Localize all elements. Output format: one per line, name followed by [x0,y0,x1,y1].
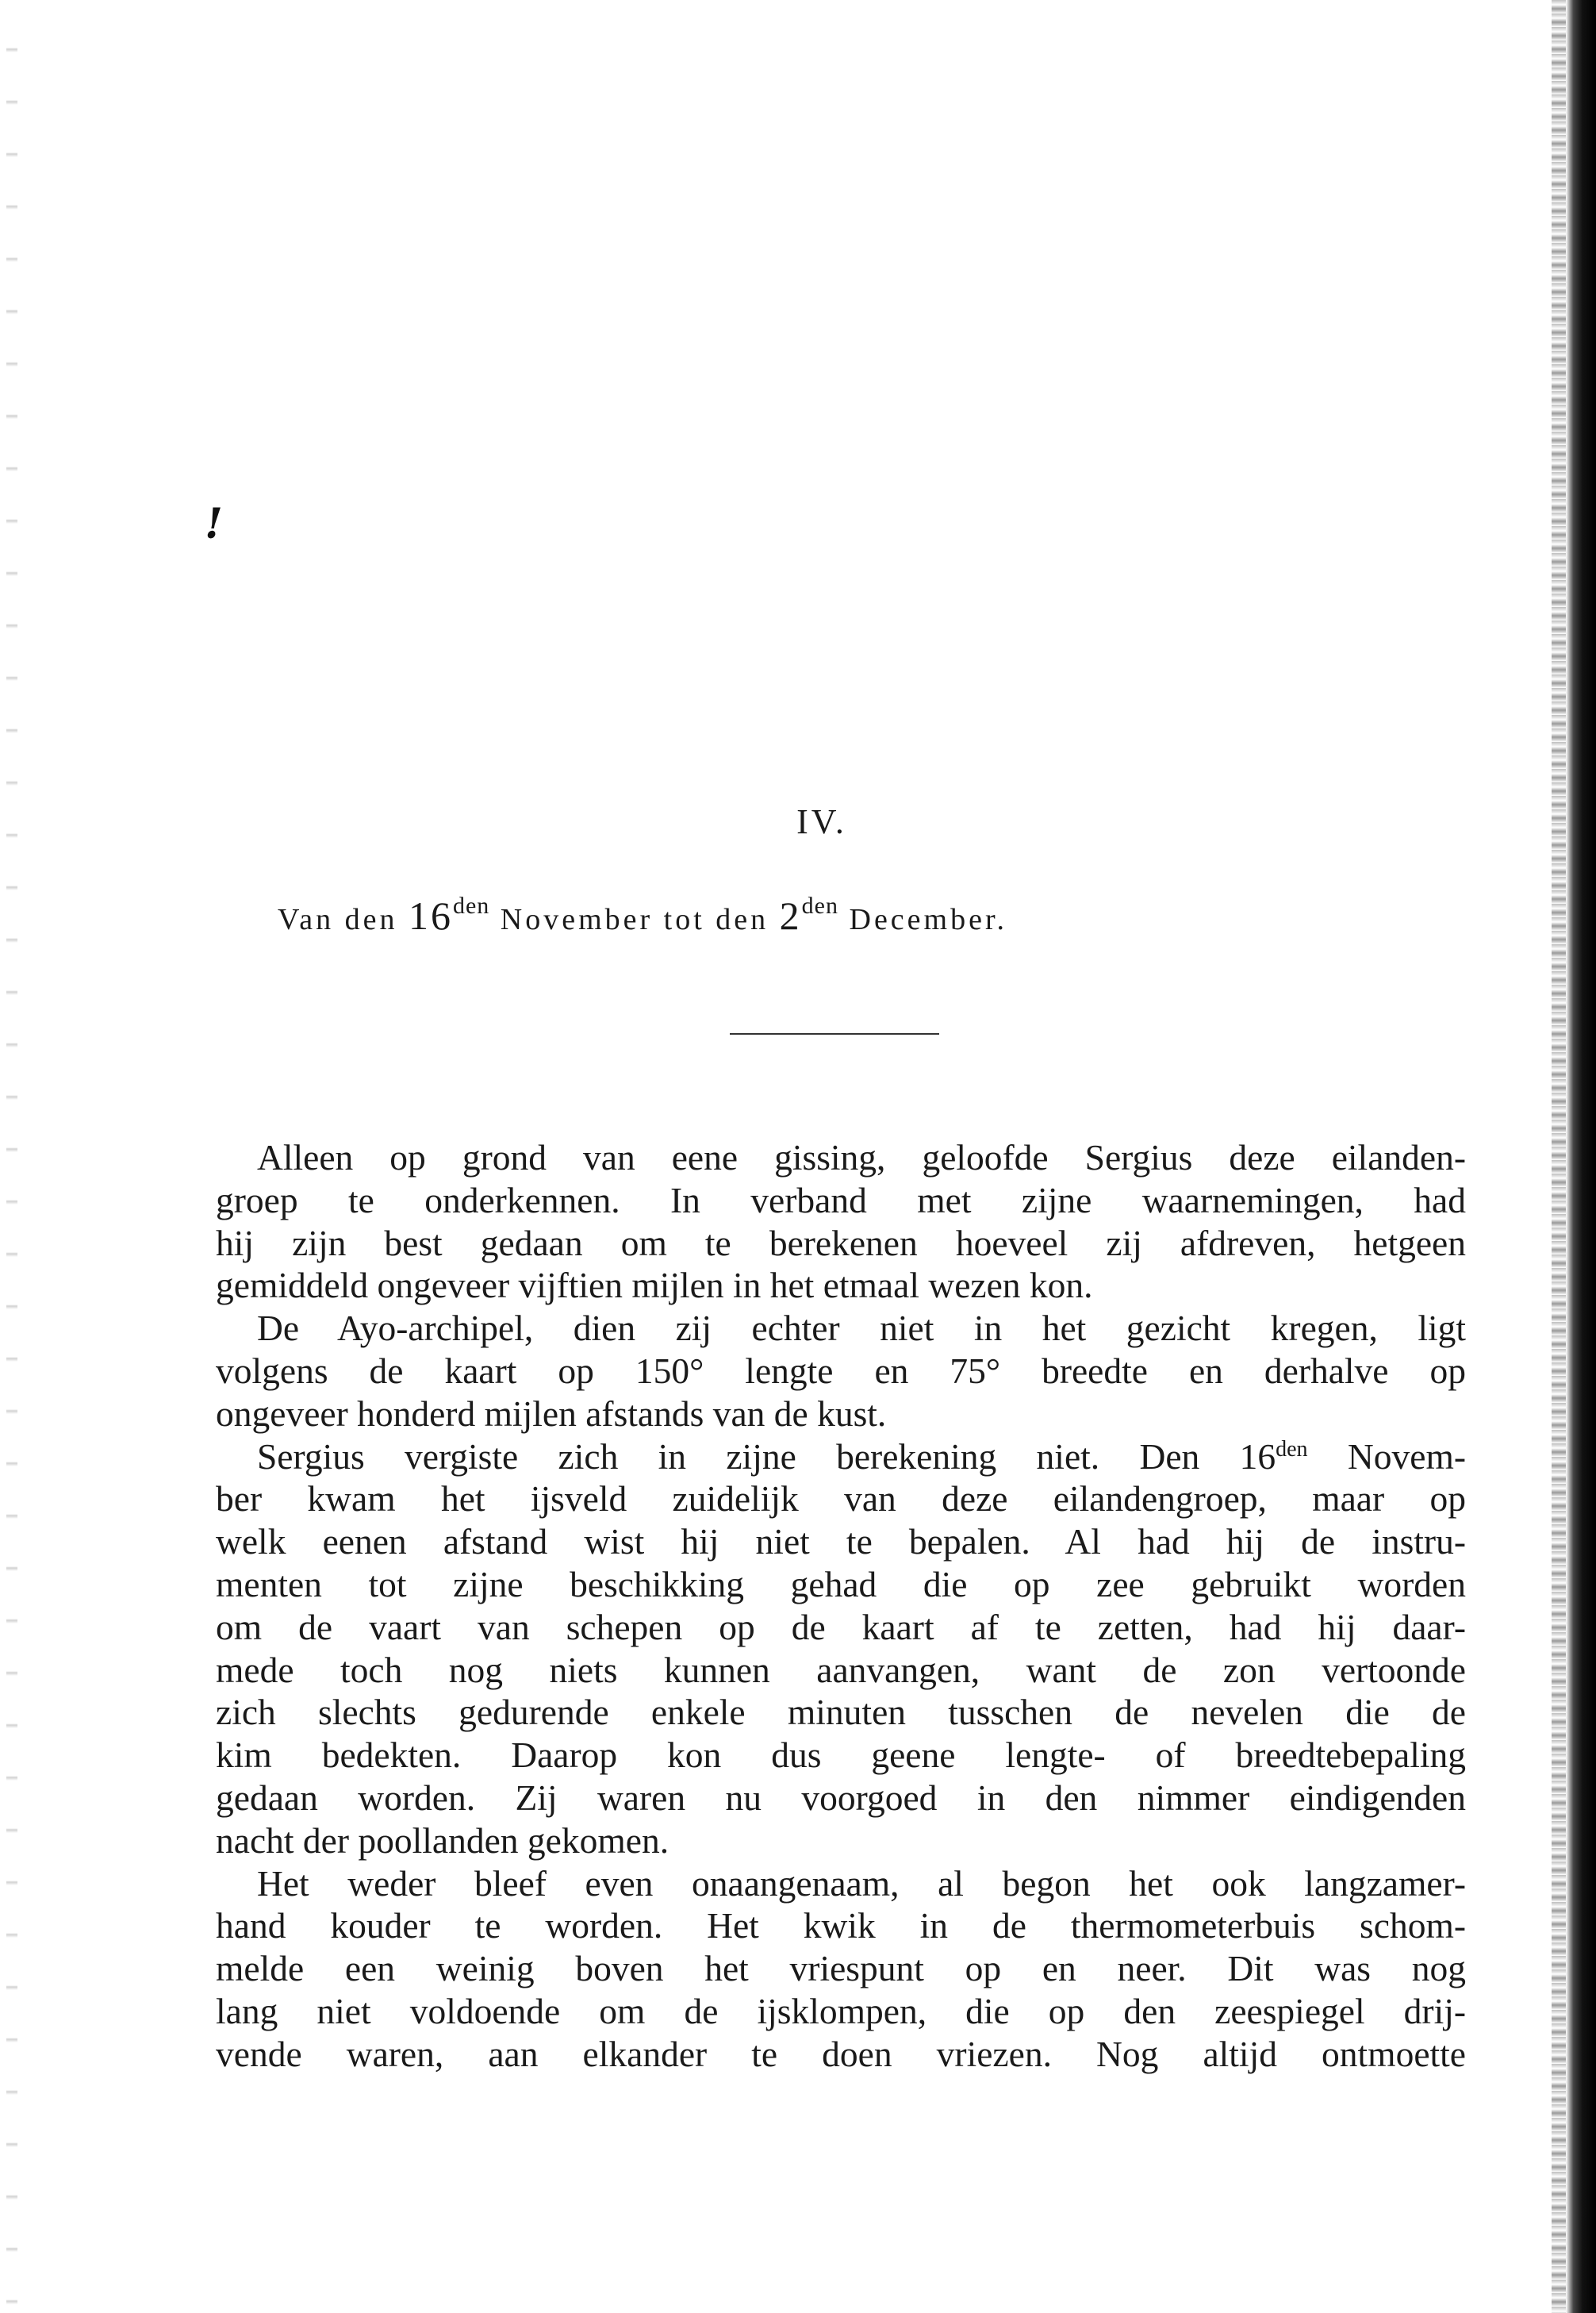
scan-binding-edge [1566,0,1596,2313]
section-divider [730,1033,939,1035]
text-line: vende waren, aan elkander te doen vriezen. Nog altijd ontmoette [216,2033,1466,2074]
text-line: melde een weinig boven het vriespunt op en neer. Dit was nog [216,1948,1466,1989]
chapter-title-part: Van den [278,903,409,936]
text-line: kim bedekten. Daarop kon dus geene lengte- of breedtebepaling [216,1735,1466,1776]
text-fragment: Sergius vergiste zich in zijne berekening niet. Den 16 [257,1435,1276,1477]
chapter-title-day: 16 [408,893,453,938]
chapter-title-sup: den [452,893,490,919]
text-line: menten tot zijne beschikking gehad die op zee gebruikt worden [216,1563,1466,1604]
text-line: zich slechts gedurende enkele minuten tusschen de nevelen die de [216,1692,1466,1733]
text-line: Alleen op grond van eene gissing, geloofde Sergius deze eilanden- [257,1137,1466,1178]
text-fragment: Novem- [1307,1435,1466,1477]
ordinal-sup: den [1276,1436,1308,1462]
text-line: hij zijn best gedaan om te berekenen hoeveel zij afdreven, hetgeen [216,1222,1466,1263]
chapter-title [278,893,1428,939]
text-line: groep te onderkennen. In verband met zijne waarnemingen, had [216,1179,1466,1220]
stray-ink-mark: ! [205,500,223,548]
text-line: ber kwam het ijsveld zuidelijk van deze eilandengroep, maar op [216,1478,1466,1520]
text-line: mede toch nog niets kunnen aanvangen, want de zon vertoonde [216,1649,1466,1690]
text-line: nacht der poollanden gekomen. [216,1819,669,1861]
chapter-number: IV. [796,802,847,841]
text-line: volgens de kaart op 150° lengte en 75° breedte en derhalve op [216,1350,1466,1391]
chapter-title-part: December. [838,903,1008,936]
text-line: ongeveer honderd mijlen afstands van de kust. [216,1393,887,1434]
chapter-title-day: 2 [779,893,802,938]
body-text [216,1136,1466,2076]
chapter-title-sup: den [801,893,838,919]
chapter-title-part: November tot den [489,903,780,936]
text-line: Het weder bleef even onaangenaam, al begon het ook langzamer- [257,1862,1466,1904]
scan-left-edge [6,0,17,2313]
text-line: hand kouder te worden. Het kwik in de thermometerbuis schom- [216,1905,1466,1946]
text-line: lang niet voldoende om de ijsklompen, die op den zeespiegel drij- [216,1990,1466,2031]
text-line: gedaan worden. Zij waren nu voorgoed in den nimmer eindigenden [216,1777,1466,1818]
text-line: De Ayo-archipel, dien zij echter niet in het gezicht kregen, ligt [257,1308,1466,1349]
text-line [216,1435,1466,1478]
text-line: gemiddeld ongeveer vijftien mijlen in het etmaal wezen kon. [216,1265,1093,1306]
text-line: om de vaart van schepen op de kaart af te zetten, had hij daar- [216,1606,1466,1647]
text-line: welk eenen afstand wist hij niet te bepalen. Al had hij de instru- [216,1521,1466,1562]
